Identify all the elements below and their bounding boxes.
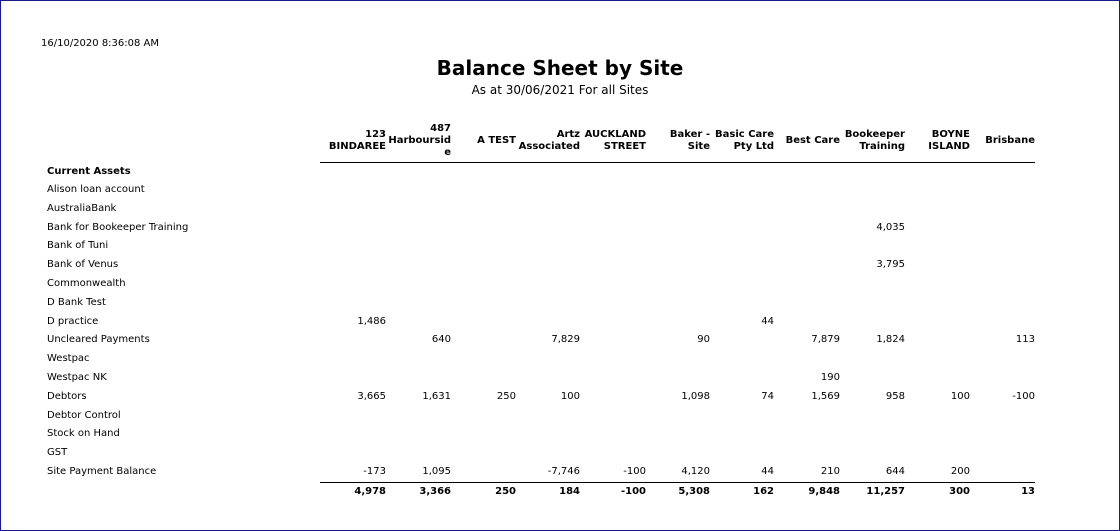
- table-cell: 1,098: [681, 390, 710, 402]
- table-cell: -100: [623, 466, 646, 477]
- total-cell: 3,366: [419, 486, 451, 497]
- total-cell: 11,257: [866, 486, 905, 497]
- total-cell: 13: [1021, 486, 1035, 497]
- row-label: Westpac NK: [47, 372, 107, 383]
- total-cell: 250: [495, 486, 516, 497]
- total-cell: 184: [559, 486, 580, 497]
- column-header: AUCKLAND STREET: [584, 129, 646, 152]
- table-cell: 44: [761, 315, 774, 327]
- table-cell: 1,569: [811, 390, 840, 402]
- table-cell: 7,829: [551, 334, 580, 346]
- row-label: Bank of Tuni: [47, 240, 109, 252]
- table-cell: -7,746: [547, 466, 580, 477]
- column-header: A TEST: [477, 135, 516, 146]
- row-label: GST: [47, 447, 68, 459]
- row-label: Bank for Bookeeper Training: [47, 221, 189, 233]
- total-cell: 162: [753, 486, 774, 497]
- row-label: Alison loan account: [47, 184, 145, 195]
- table-cell: 644: [885, 466, 905, 477]
- column-header: Brisbane: [985, 135, 1035, 146]
- table-cell: 100: [560, 390, 580, 402]
- total-cell: 4,978: [354, 486, 386, 497]
- column-header: 123 BINDAREE: [328, 129, 386, 152]
- table-cell: 44: [761, 466, 774, 477]
- table-cell: 250: [496, 390, 516, 402]
- row-label: Debtors: [47, 390, 87, 402]
- header-divider: [320, 162, 1035, 163]
- row-label: D practice: [47, 315, 99, 327]
- table-cell: 3,795: [876, 259, 905, 271]
- row-label: Site Payment Balance: [47, 466, 157, 477]
- row-label: AustraliaBank: [47, 202, 117, 214]
- table-cell: 7,879: [811, 334, 840, 346]
- column-header: 487 Harboursid e: [388, 123, 451, 158]
- total-cell: 300: [949, 486, 970, 497]
- row-label: Bank of Venus: [47, 259, 119, 271]
- table-cell: 90: [697, 334, 710, 346]
- column-header: Best Care: [785, 135, 840, 146]
- row-label: D Bank Test: [47, 296, 106, 308]
- row-label: Uncleared Payments: [47, 334, 150, 346]
- total-cell: -100: [620, 486, 646, 497]
- table-cell: 4,120: [681, 466, 710, 477]
- table-cell: 1,095: [422, 466, 451, 477]
- table-cell: 100: [950, 390, 970, 402]
- report-timestamp: 16/10/2020 8:36:08 AM: [41, 38, 160, 49]
- section-heading: Current Assets: [47, 166, 131, 177]
- table-cell: 1,824: [876, 334, 905, 346]
- table-cell: 958: [885, 390, 905, 402]
- totals-divider: [320, 482, 1035, 483]
- table-cell: -173: [363, 466, 386, 477]
- total-cell: 5,308: [678, 486, 710, 497]
- column-header: Baker - Site: [669, 129, 710, 152]
- row-label: Stock on Hand: [47, 428, 120, 440]
- table-cell: 1,486: [357, 315, 386, 327]
- table-cell: 200: [950, 466, 970, 477]
- table-cell: 1,631: [422, 390, 451, 402]
- report-title: Balance Sheet by Site: [436, 56, 684, 80]
- table-cell: 210: [820, 466, 840, 477]
- column-header: Bookeeper Training: [844, 129, 905, 152]
- table-cell: 74: [761, 390, 774, 402]
- row-label: Westpac: [47, 353, 90, 365]
- table-cell: 4,035: [876, 221, 905, 233]
- table-cell: 190: [820, 372, 840, 383]
- table-cell: -100: [1012, 390, 1035, 402]
- table-cell: 640: [431, 334, 451, 346]
- row-label: Commonwealth: [47, 278, 126, 289]
- report-subtitle: As at 30/06/2021 For all Sites: [471, 83, 649, 97]
- row-label: Debtor Control: [47, 409, 121, 421]
- table-cell: 3,665: [357, 390, 386, 402]
- column-header: BOYNE ISLAND: [928, 129, 970, 152]
- table-cell: 113: [1015, 334, 1035, 346]
- column-header: Basic Care Pty Ltd: [715, 129, 774, 152]
- column-header: Artz Associated: [518, 129, 580, 152]
- total-cell: 9,848: [808, 486, 840, 497]
